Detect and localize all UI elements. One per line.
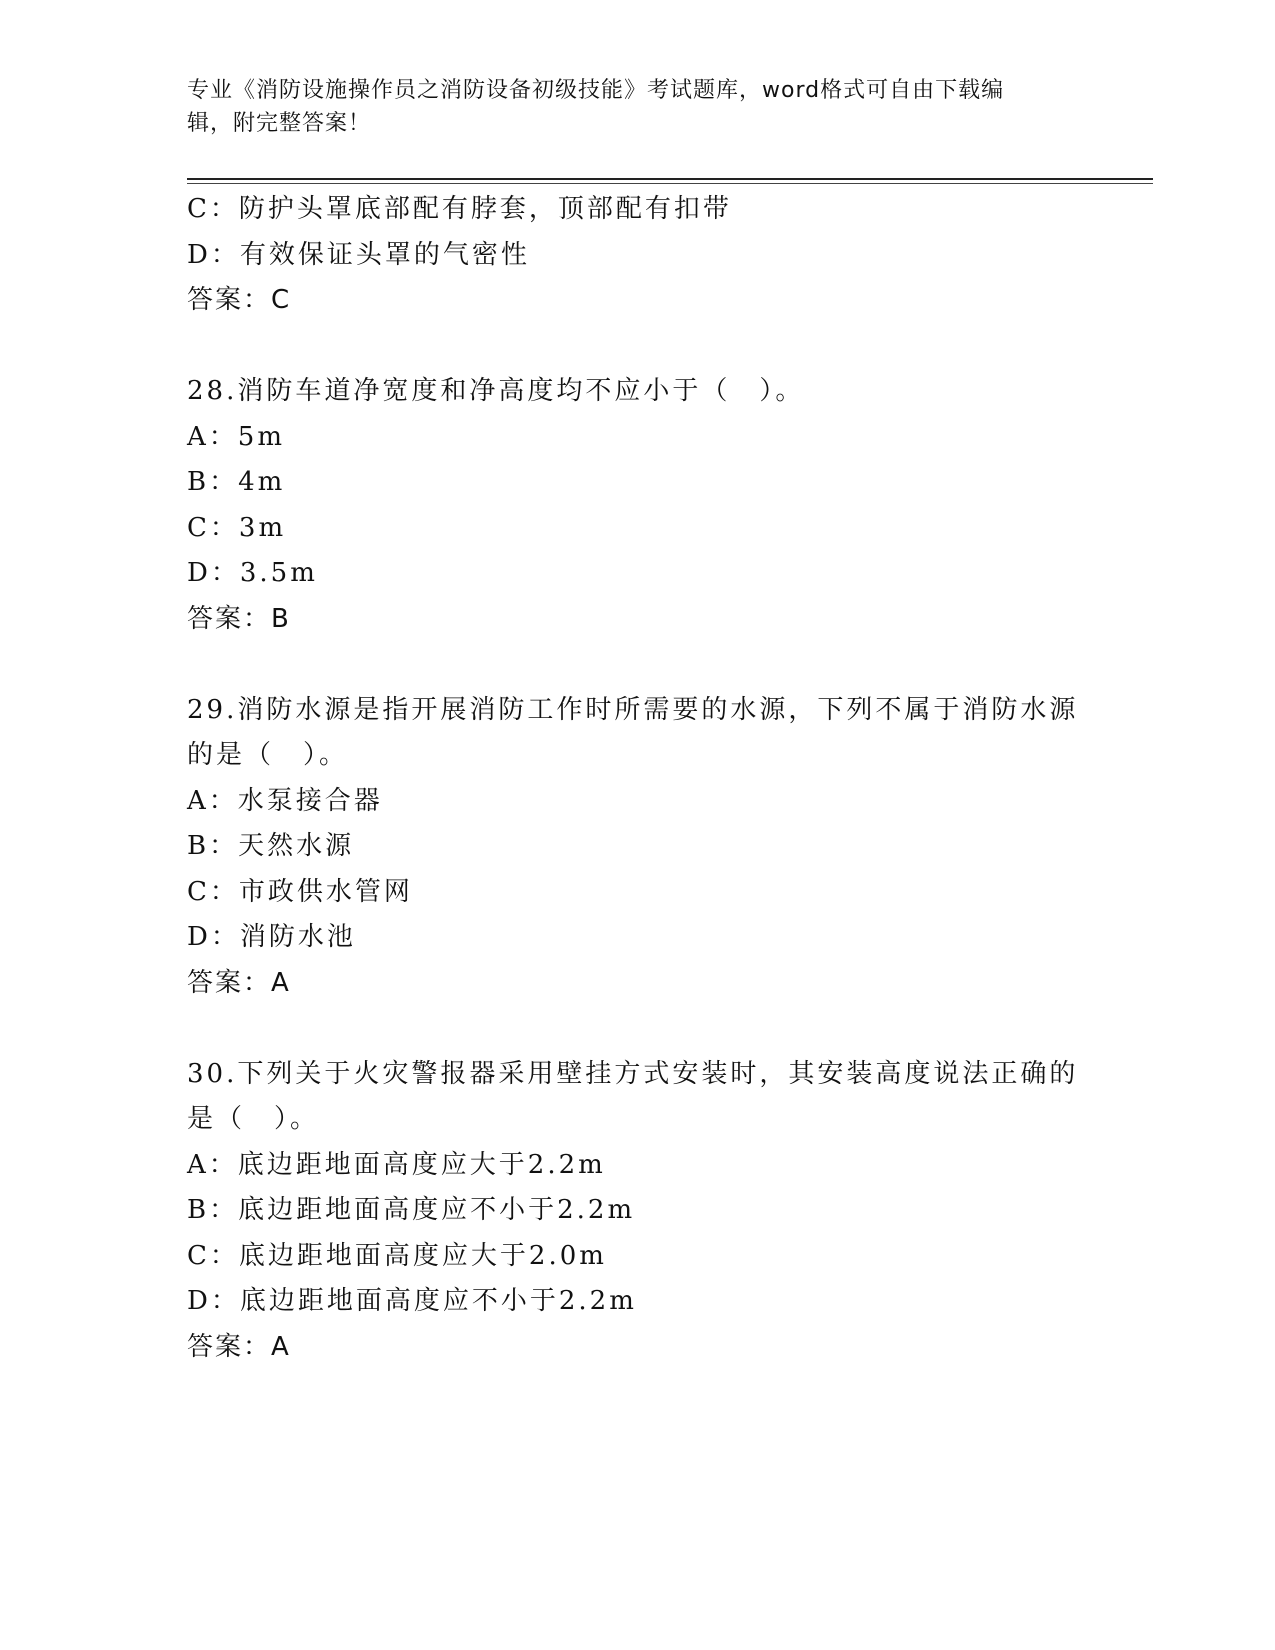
option-b (187, 824, 1087, 870)
prev-question (187, 187, 1087, 324)
answer-label: 答案： (187, 1331, 272, 1362)
option-letter: D： (187, 239, 240, 270)
option-letter: D： (187, 558, 240, 588)
option-text: 底边距地面高度应大于2.0m (238, 1240, 607, 1271)
answer-value: A (271, 967, 291, 998)
option-letter: B： (187, 467, 239, 497)
option-text: 5m (237, 421, 285, 452)
question-29 (187, 688, 1087, 1007)
answer-label: 答案： (187, 285, 272, 315)
answer-line (187, 1325, 1087, 1371)
option-text: 天然水源 (238, 831, 355, 861)
question-28 (187, 369, 1087, 642)
spacer (187, 1006, 1087, 1052)
option-text: 底边距地面高度应不小于2.2m (239, 1286, 637, 1316)
answer-value: A (271, 1331, 291, 1362)
option-b (187, 1188, 1087, 1234)
option-c (187, 187, 1087, 233)
option-letter: B： (187, 1195, 239, 1225)
question-stem: 29.消防水源是指开展消防工作时所需要的水源，下列不属于消防水源 (187, 694, 1079, 725)
header-line-2: 辑，附完整答案！ (187, 111, 372, 136)
option-text: 水泵接合器 (237, 785, 383, 816)
question-stem-continued: 的是（ ）。 (187, 740, 349, 770)
option-letter: C： (187, 1240, 239, 1271)
option-text: 消防水池 (239, 922, 356, 952)
option-d (187, 233, 1087, 279)
option-d (187, 915, 1087, 961)
header-divider-thin (187, 183, 1153, 184)
question-stem: 30.下列关于火灾警报器采用壁挂方式安装时，其安装高度说法正确的 (187, 1058, 1079, 1089)
option-text: 市政供水管网 (238, 876, 413, 907)
option-letter: D： (187, 922, 240, 952)
option-a (187, 1143, 1087, 1189)
header-divider-thick (187, 178, 1153, 180)
option-text: 有效保证头罩的气密性 (239, 239, 530, 270)
option-letter: C： (187, 512, 239, 543)
option-letter: B： (187, 831, 239, 861)
option-c (187, 506, 1087, 552)
option-text: 底边距地面高度应不小于2.2m (238, 1195, 636, 1225)
option-letter: A： (187, 1149, 238, 1180)
spacer (187, 642, 1087, 688)
question-stem-continued: 是（ ）。 (187, 1104, 320, 1134)
option-text: 底边距地面高度应大于2.2m (237, 1149, 606, 1180)
option-text: 4m (238, 467, 286, 497)
option-d (187, 1279, 1087, 1325)
answer-value: B (271, 603, 291, 634)
option-text: 3m (238, 512, 287, 543)
option-c (187, 870, 1087, 916)
option-text: 防护头罩底部配有脖套，顶部配有扣带 (238, 194, 732, 224)
answer-value: C (271, 285, 292, 315)
question-content (187, 187, 1087, 1370)
option-text: 3.5m (239, 558, 318, 588)
option-a (187, 415, 1087, 461)
option-letter: C： (187, 876, 239, 907)
option-letter: A： (187, 421, 238, 452)
option-b (187, 460, 1087, 506)
option-a (187, 779, 1087, 825)
document-header (187, 74, 1067, 140)
answer-line (187, 597, 1087, 643)
answer-line (187, 961, 1087, 1007)
option-letter: A： (187, 785, 238, 816)
option-letter: C： (187, 194, 239, 224)
header-line-1: 专业《消防设施操作员之消防设备初级技能》考试题库，word格式可自由下载编 (187, 78, 1005, 103)
option-d (187, 551, 1087, 597)
spacer (187, 324, 1087, 370)
option-letter: D： (187, 1286, 240, 1316)
answer-label: 答案： (187, 603, 272, 634)
answer-label: 答案： (187, 967, 272, 998)
question-30 (187, 1052, 1087, 1371)
option-c (187, 1234, 1087, 1280)
question-stem: 28.消防车道净宽度和净高度均不应小于（ ）。 (187, 376, 805, 406)
answer-line (187, 278, 1087, 324)
